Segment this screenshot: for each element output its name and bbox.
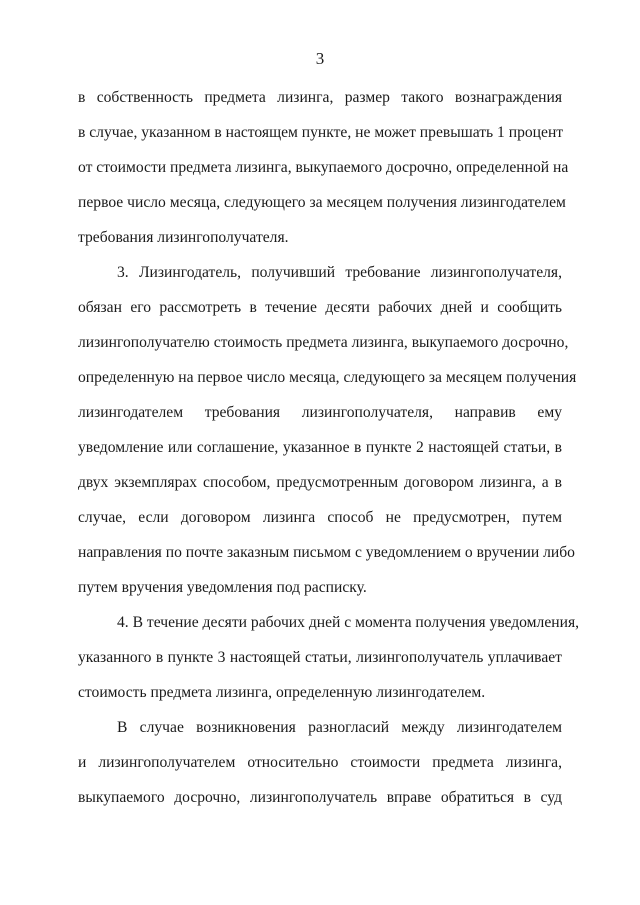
text-line: в собственность предмета лизинга, размер такого вознаграждения bbox=[78, 89, 562, 106]
text-line: выкупаемого досрочно, лизингополучатель вправе обратиться в суд bbox=[78, 789, 562, 806]
text-line: стоимость предмета лизинга, определенную лизингодателем. bbox=[78, 684, 486, 701]
text-line: двух экземплярах способом, предусмотренным договором лизинга, а в bbox=[78, 474, 562, 491]
text-line: случае, если договором лизинга способ не предусмотрен, путем bbox=[78, 509, 562, 526]
page-number: 3 bbox=[315, 49, 325, 68]
text-line: 4. В течение десяти рабочих дней с момента получения уведомления, bbox=[117, 614, 580, 631]
text-line: обязан его рассмотреть в течение десяти рабочих дней и сообщить bbox=[78, 299, 562, 316]
text-line: от стоимости предмета лизинга, выкупаемого досрочно, определенной на bbox=[78, 159, 569, 176]
text-line: 3. Лизингодатель, получивший требование лизингополучателя, bbox=[117, 264, 562, 281]
text-line: В случае возникновения разногласий между лизингодателем bbox=[117, 719, 562, 736]
text-line: лизингодателем требования лизингополучателя, направив ему bbox=[78, 404, 562, 421]
text-line: лизингополучателю стоимость предмета лизинга, выкупаемого досрочно, bbox=[78, 334, 569, 351]
text-line: первое число месяца, следующего за месяцем получения лизингодателем bbox=[78, 194, 566, 211]
text-line: требования лизингополучателя. bbox=[78, 229, 289, 246]
text-line: определенную на первое число месяца, следующего за месяцем получения bbox=[78, 369, 577, 386]
text-line: уведомление или соглашение, указанное в пункте 2 настоящей статьи, в bbox=[78, 439, 562, 456]
text-line: в случае, указанном в настоящем пункте, не может превышать 1 процент bbox=[78, 124, 564, 141]
text-line: указанного в пункте 3 настоящей статьи, лизингополучатель уплачивает bbox=[78, 649, 562, 666]
text-line: и лизингополучателем относительно стоимости предмета лизинга, bbox=[78, 754, 562, 771]
text-line: направления по почте заказным письмом с уведомлением о вручении либо bbox=[78, 544, 575, 561]
text-line: путем вручения уведомления под расписку. bbox=[78, 579, 367, 596]
